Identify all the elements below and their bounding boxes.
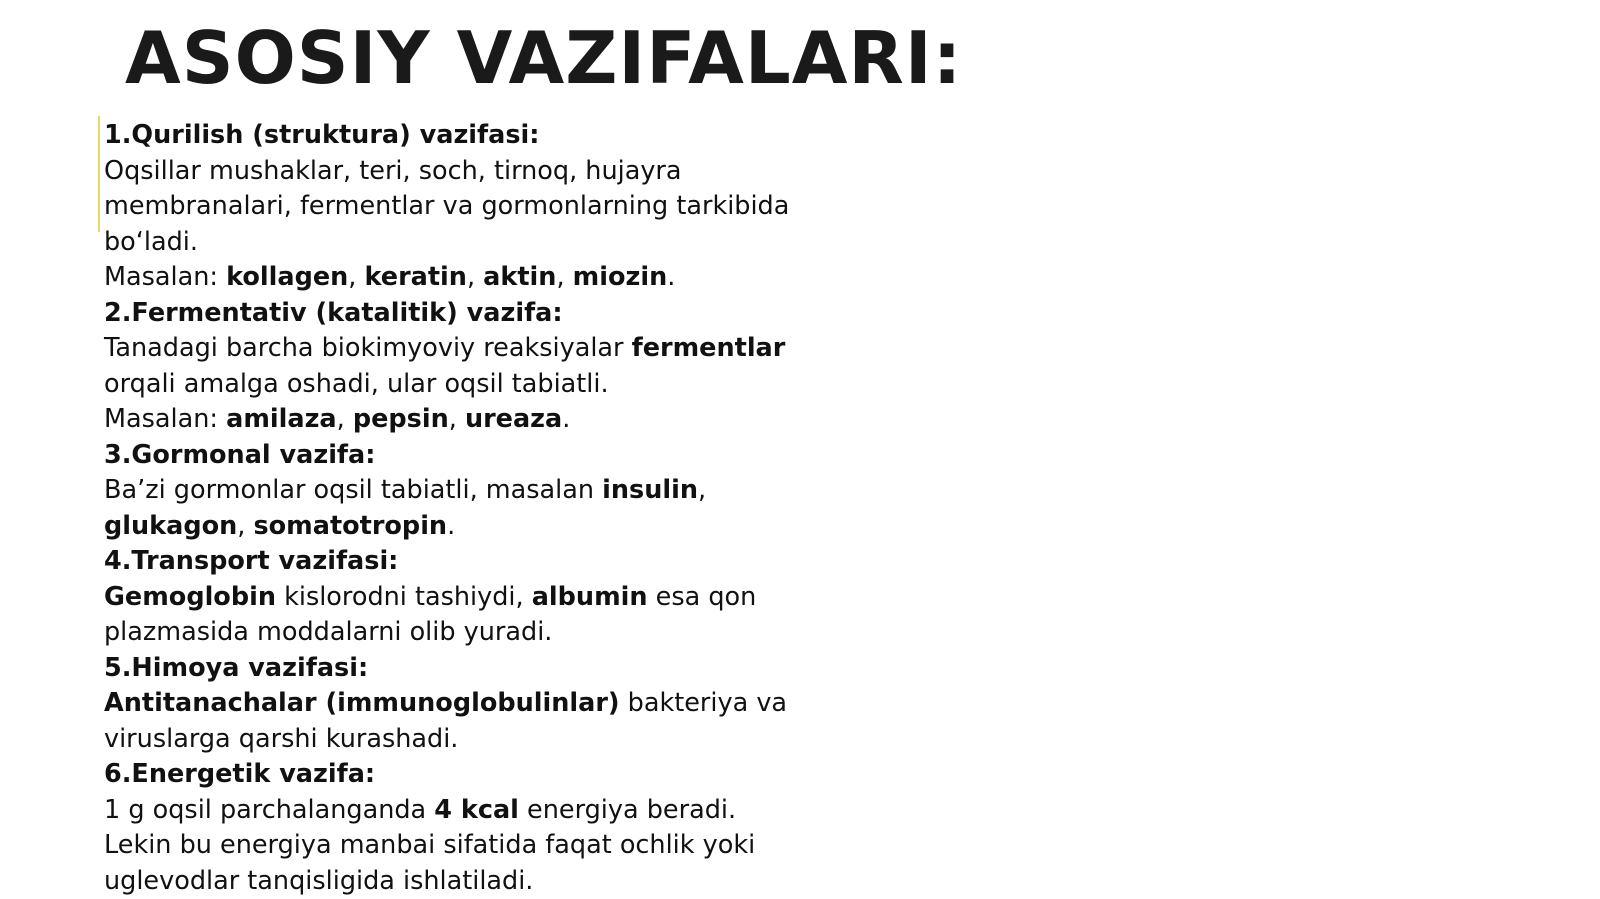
example-term: kollagen — [226, 262, 349, 292]
textbox-accent-bar — [98, 116, 100, 232]
example-term: amilaza — [226, 404, 337, 434]
key-term: Gemoglobin — [104, 581, 276, 612]
example-term: ureaza — [464, 404, 563, 434]
section-line: glukagon, somatotropin. — [104, 510, 456, 541]
section-line — [104, 331, 884, 367]
section-line: Lekin bu energiya manbai sifatida faqat ochlik yoki — [104, 830, 756, 860]
body-text — [104, 118, 884, 899]
section-line — [104, 793, 884, 829]
slide-title: ASOSIY VAZIFALARI: — [125, 16, 963, 100]
section-text: bakteriya va — [619, 688, 788, 718]
section-text: kislorodni tashiydi, — [275, 581, 532, 612]
section-heading-enzymatic: 2.Fermentativ (katalitik) vazifa: — [104, 297, 563, 328]
key-term: Antitanachalar (immunoglobulinlar) — [104, 688, 620, 718]
example-term: keratin — [364, 262, 467, 292]
key-term: albumin — [531, 581, 648, 612]
section-text: esa qon — [647, 581, 757, 612]
key-term: fermentlar — [631, 333, 786, 363]
example-term: pepsin — [352, 404, 449, 434]
section-heading-transport: 4.Transport vazifasi: — [104, 546, 399, 576]
section-heading-hormonal: 3.Gormonal vazifa: — [104, 439, 376, 470]
section-line: orqali amalga oshadi, ular oqsil tabiatli. — [104, 368, 609, 399]
example-term: aktin — [483, 262, 557, 292]
example-term: insulin — [602, 475, 699, 505]
example-term: somatotropin — [253, 510, 448, 541]
section-line — [104, 686, 884, 722]
section-heading-energetic: 6.Energetik vazifa: — [104, 759, 376, 789]
section-text: Tanadagi barcha biokimyoviy reaksiyalar — [104, 333, 632, 363]
section-line: membranalari, fermentlar va gormonlarning tarkibida — [104, 191, 790, 221]
section-line: Oqsillar mushaklar, teri, soch, tirnoq, hujayra — [104, 155, 682, 186]
example-line: Masalan: kollagen, keratin, aktin, miozin. — [104, 262, 676, 292]
example-prefix: Masalan: — [104, 404, 227, 434]
example-prefix: Masalan: — [104, 262, 227, 292]
example-line: Masalan: amilaza, pepsin, ureaza. — [104, 404, 571, 434]
content-textbox[interactable] — [98, 116, 898, 899]
section-line: bo‘ladi. — [104, 226, 198, 257]
section-line — [104, 580, 884, 616]
section-text: Ba’zi gormonlar oqsil tabiatli, masalan — [104, 475, 603, 505]
section-line: plazmasida moddalarni olib yuradi. — [104, 617, 553, 647]
example-term: glukagon — [104, 510, 238, 541]
section-line: viruslarga qarshi kurashadi. — [104, 723, 459, 754]
section-heading-structural: 1.Qurilish (struktura) vazifasi: — [104, 120, 540, 150]
section-text: 1 g oqsil parchalanganda — [104, 794, 435, 825]
section-line: Ba’zi gormonlar oqsil tabiatli, masalan insulin, — [104, 475, 707, 505]
key-term: 4 kcal — [434, 794, 519, 825]
section-text: energiya beradi. — [518, 794, 737, 825]
example-term: miozin — [572, 262, 668, 292]
section-line: uglevodlar tanqisligida ishlatiladi. — [104, 865, 534, 896]
section-heading-protective: 5.Himoya vazifasi: — [104, 652, 369, 683]
